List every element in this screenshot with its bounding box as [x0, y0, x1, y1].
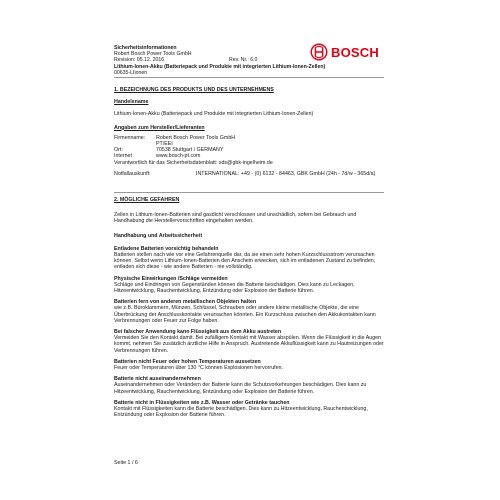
doc-code: 00635-LIionen: [114, 69, 148, 76]
internet-value[interactable]: www.bosch-pt.com: [156, 153, 201, 160]
hazard-item-text: Feuer oder Temperaturen über 130 °C können Explosionen hervorrufen.: [114, 365, 283, 372]
hazard-item: [114, 400, 384, 419]
section-2-title: 2. MÖGLICHE GEFAHREN: [114, 197, 180, 203]
hazard-item-title: Batterie nicht auseinandernehmen: [114, 376, 201, 383]
ort-label: Ort:: [114, 147, 123, 154]
firmenname-value-2: PT/EEI: [156, 141, 173, 148]
handhabung-title: Handhabung und Arbeitssicherheit: [114, 232, 203, 239]
section-2-intro: Zellen in Lithium-Ionen-Batterien sind gasdicht verschlossen und unschädlich, sofern bei Gebrauch und Handhabung die Herstellervorschriften eingehalten werden.: [114, 212, 357, 225]
section-1-title: 1. BEZEICHNUNG DES PRODUKTS UND DES UNTERNEHMENS: [114, 87, 274, 93]
handelsname-text: Lithium-Ionen-Akku (Batteriepack und Produkte mit integrierten Lithium-Ionen-Zellen): [114, 111, 314, 118]
revision-number: Rev. Nr.: 6.0: [229, 57, 258, 64]
notruf-label: Notfallauskunft:: [114, 170, 151, 177]
hazard-item-title: Physische Einwirkungen /Schläge vermeiden: [114, 275, 228, 282]
page-number: Seite 1 / 6: [114, 460, 138, 466]
hazard-item: [114, 299, 384, 324]
revision-date: Revision: 05.12. 2016: [114, 57, 165, 64]
company-name: Robert Bosch Power Tools GmbH: [114, 51, 192, 58]
firmenname-label: Firmenname:: [114, 134, 146, 141]
hazard-item-text: wie z.B. Büroklammern, Münzen, Schlüssel, Schrauben oder andere kleine metallische Objekte, die eine Überbrückung der Anschlusskontakte verursachen könnten. Ein Kurzschluss zwischen den Akkukontakten kann Verbrennungen oder Feuer zur Folge haben.: [114, 305, 376, 324]
section-divider: [114, 192, 384, 193]
section-2: [114, 197, 384, 418]
hazard-item-text: Batterien stellen nach wie vor eine Gefahrenquelle dar, da sie einen sehr hohen Kurzschlussstrom verursachen können. Selbst wenn Lithium-Ionen-Batterien den Anschein erwecken, sich im entladenen Zustand zu befinden, entladen sich diese - wie andere Batterien - nie vollständig.: [114, 252, 376, 271]
hazard-item: [114, 376, 384, 395]
supplier-info: [114, 135, 384, 177]
internet-label: Internet: [114, 153, 132, 160]
bosch-armature-icon: [310, 43, 328, 61]
hazard-item-text: Vermeiden Sie den Kontakt damit. Bei zufälligem Kontakt mit Wasser abspülen. Wenn die Flüssigkeit in die Augen kommt, nehmen Sie zusätzlich ärztliche Hilfe in Anspruch. Austretende Akkuflüssigkeit kann zu Hautreizungen oder Verbrennungen führen.: [114, 335, 384, 354]
hersteller-title: Angaben zum Hersteller/Lieferanten: [114, 124, 205, 131]
product-title: Lithium-Ionen-Akku (Batteriepack und Produkte mit integrierten Lithium-Ionen-Zellen): [114, 63, 326, 70]
header-divider: [114, 77, 384, 78]
notruf-value: INTERNATIONAL: +49 - (0) 6132 - 84463, GBK GmbH (24h - 7d/w - 365d/a): [196, 170, 376, 177]
hazard-item: [114, 276, 384, 295]
section-1: [114, 87, 384, 177]
notruf-row: [114, 171, 384, 177]
firmenname-value: Robert Bosch Power Tools GmbH: [156, 134, 236, 141]
hazard-item: [114, 329, 384, 354]
hazard-item-title: Bei falscher Anwendung kann Flüssigkeit aus dem Akku austreten: [114, 329, 282, 336]
logo-text: BOSCH: [331, 44, 379, 60]
ort-value: 70538 Stuttgart / GERMANY: [156, 147, 224, 154]
doc-title: Sicherheitsinformationen: [114, 45, 177, 51]
bosch-logo: [310, 42, 390, 62]
handelsname-title: Handelsname: [114, 99, 149, 106]
hazard-item-title: Batterien fern von anderen metallischen Objekten halten: [114, 299, 257, 306]
verantwortlich-text: Verantwortlich für das Sicherheitsdatenblatt: sds@gbk-ingelheim.de: [114, 159, 273, 166]
hazard-item: [114, 246, 384, 271]
hazard-item-title: Batterien nicht Feuer oder hohen Temperaturen aussetzen: [114, 358, 261, 365]
hazard-item-text: Auseinandernehmen oder Verändern der Batterie kann die Schutzvorkehrungen beschädigen. Dies kann zu Hitzeentwicklung, Rauchentwicklung, Entzündung oder Explosion der Batterie führen.: [114, 382, 367, 395]
hazard-item-title: Entladene Batterien vorsichtig behandeln: [114, 245, 219, 252]
hazard-item-title: Batterie nicht in Flüssigkeiten wie z.B. Wasser oder Getränke tauchen: [114, 399, 290, 406]
hazard-item-text: Kontakt mit Flüssigkeiten kann die Batterie beschädigen. Dies kann zu Hitzeentwicklung, Rauchentwicklung, Entzündung oder Explosion der Batterie führen.: [114, 406, 368, 419]
hazard-item: [114, 359, 384, 371]
hazard-item-text: Schläge und Eindringen von Gegenständen können die Batterie beschädigen. Dies kann zu Leckagen, Hitzeentwicklung, Rauchentwicklung, Entzündung oder Explosion der Batterie führen.: [114, 281, 355, 295]
